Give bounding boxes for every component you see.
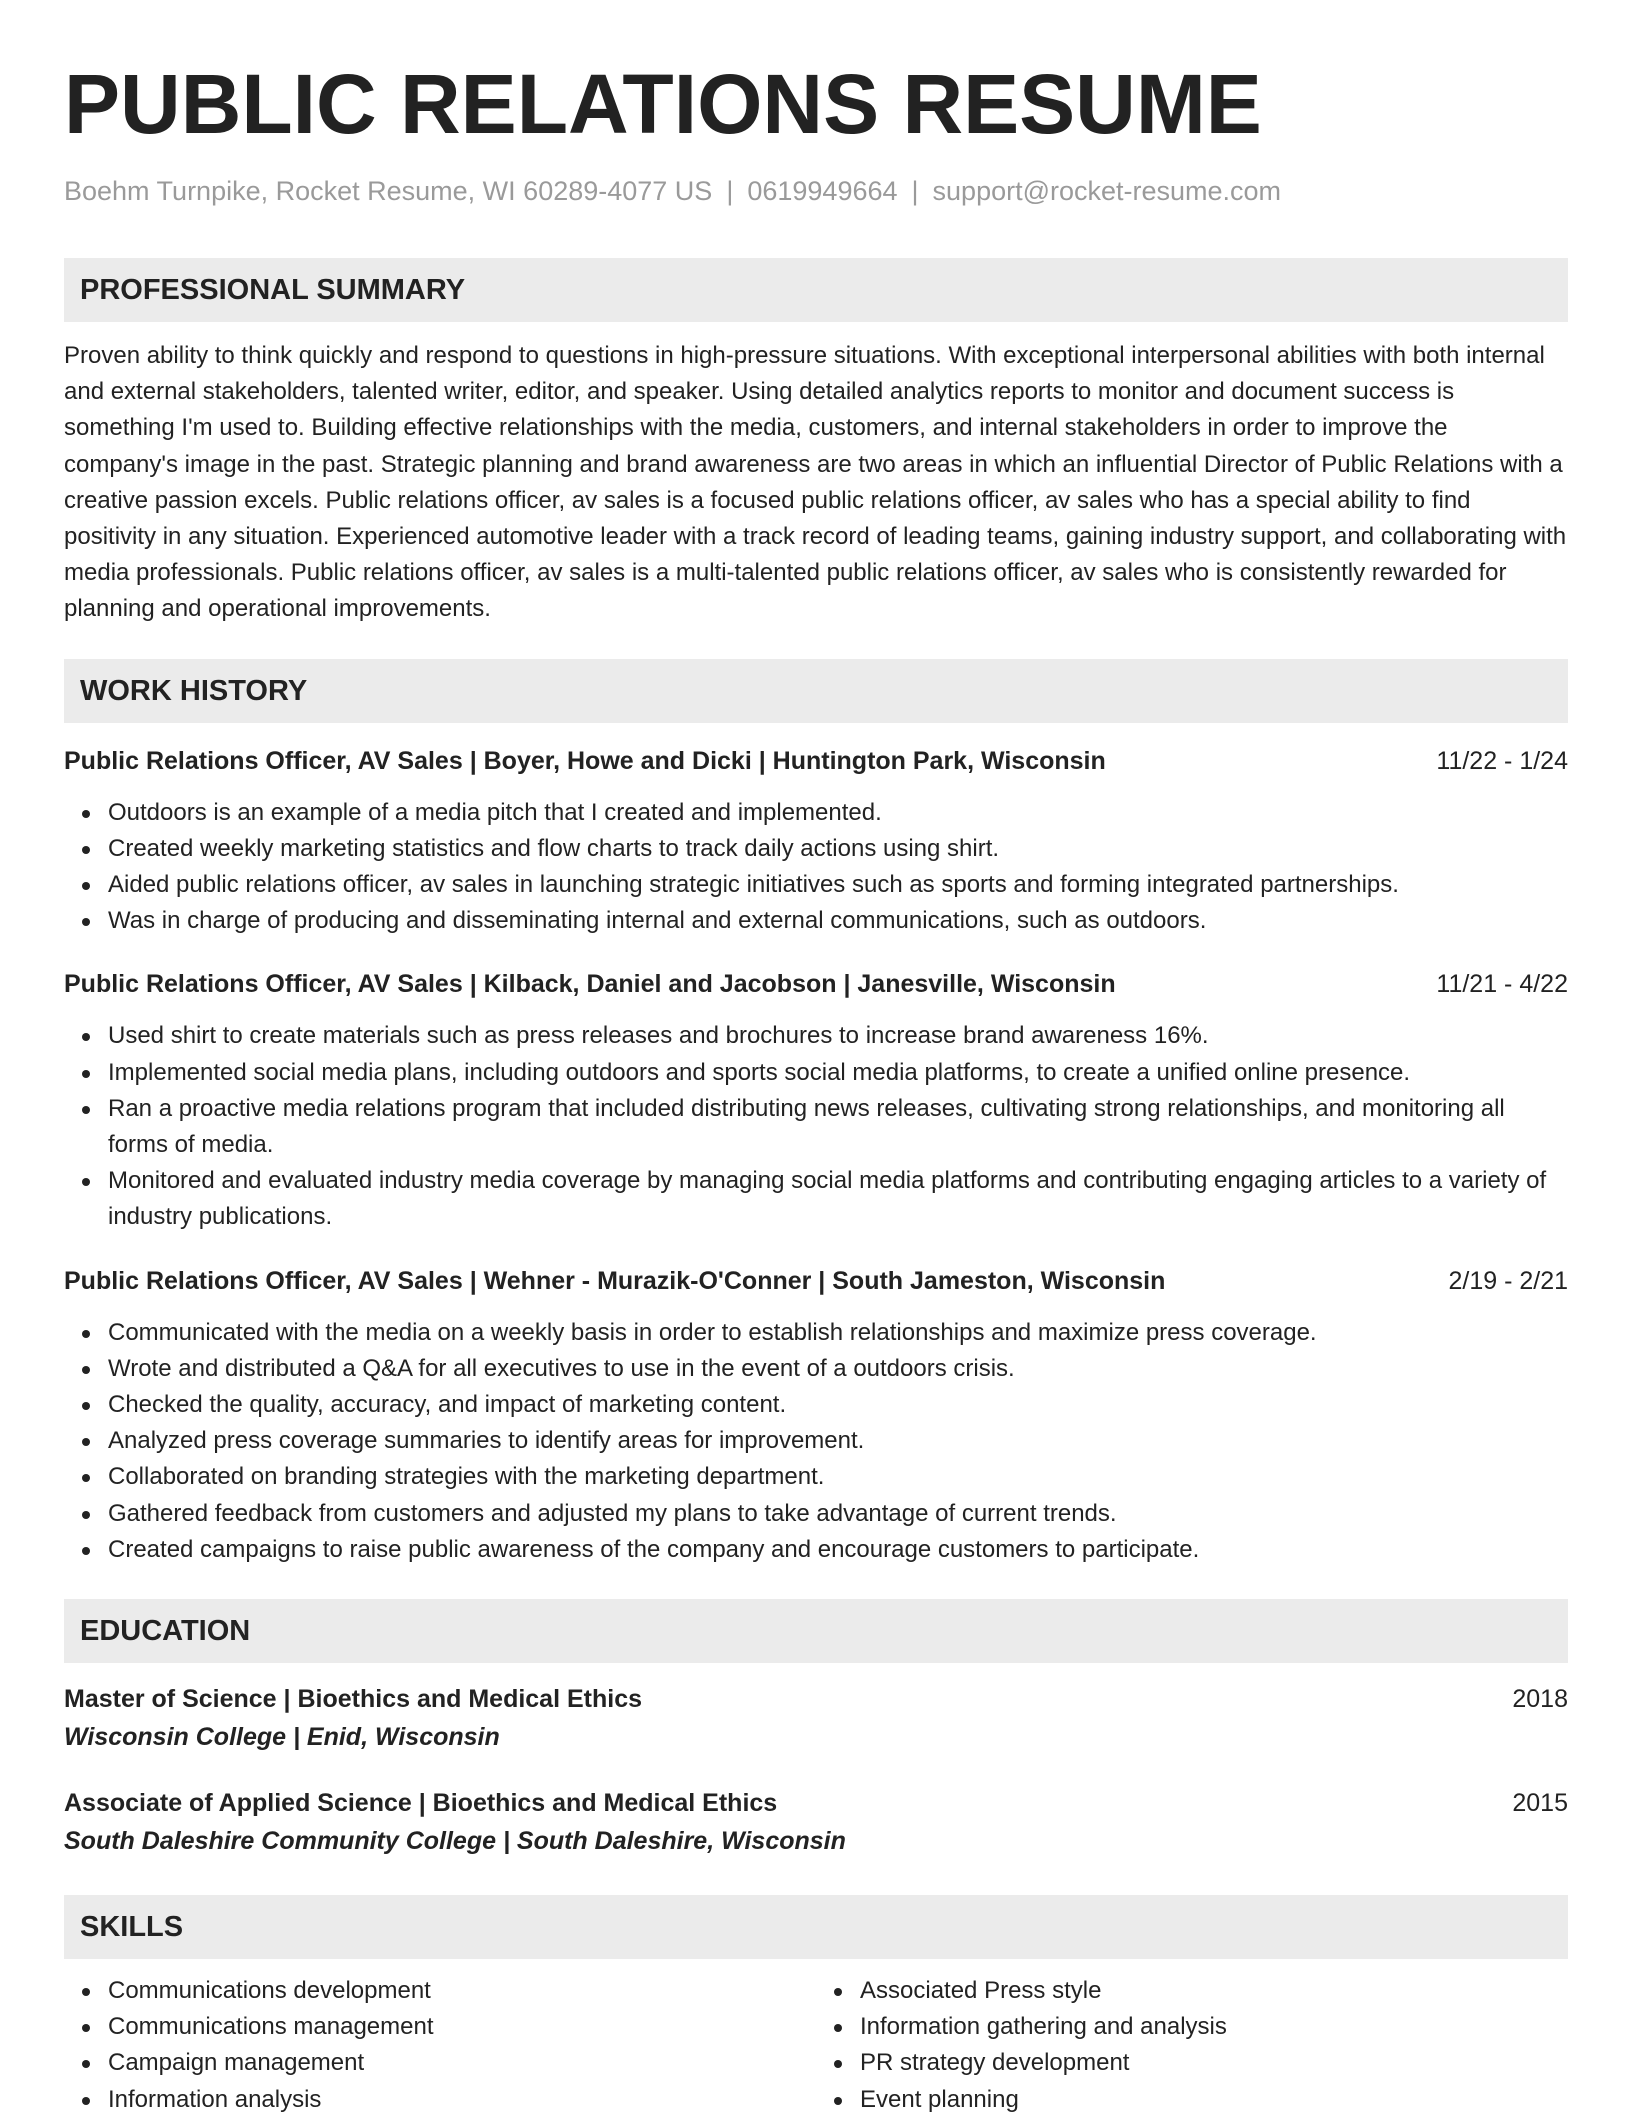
education-header xyxy=(64,1785,1568,1821)
skills-list xyxy=(64,1973,1568,2118)
contact-email: support@rocket-resume.com xyxy=(932,176,1282,206)
job-bullet: Communicated with the media on a weekly basis in order to establish relationships and maximize press coverage. xyxy=(108,1315,1568,1351)
job-bullet: Collaborated on branding strategies with the marketing department. xyxy=(108,1459,1568,1495)
resume-title: PUBLIC RELATIONS RESUME xyxy=(64,57,1262,151)
job-title: Public Relations Officer, AV Sales | Boyer, Howe and Dicki | Huntington Park, Wisconsin xyxy=(64,746,1106,775)
education-school: South Daleshire Community College | South Daleshire, Wisconsin xyxy=(64,1827,846,1856)
job-header xyxy=(64,743,1568,779)
section-header-summary: PROFESSIONAL SUMMARY xyxy=(64,258,1568,322)
contact-separator: | xyxy=(911,176,919,206)
skill-item: Event planning xyxy=(860,2082,1568,2118)
skills-column-left xyxy=(64,1973,816,2118)
education-entry xyxy=(64,1681,1568,1757)
job-bullet: Was in charge of producing and disseminating internal and external communications, such as outdoors. xyxy=(108,903,1568,939)
contact-separator: | xyxy=(726,176,734,206)
job-header xyxy=(64,966,1568,1002)
section-header-skills: SKILLS xyxy=(64,1895,1568,1959)
job-bullet: Ran a proactive media relations program that included distributing news releases, cultivating strong relationships, and monitoring all forms of media. xyxy=(108,1091,1568,1163)
job-title: Public Relations Officer, AV Sales | Kilback, Daniel and Jacobson | Janesville, Wisconsin xyxy=(64,970,1116,999)
education-year: 2018 xyxy=(1512,1685,1568,1714)
education-degree: Associate of Applied Science | Bioethics and Medical Ethics xyxy=(64,1789,778,1818)
job-header xyxy=(64,1263,1568,1299)
education-header xyxy=(64,1681,1568,1717)
job-bullets xyxy=(64,1018,1568,1235)
job-bullets xyxy=(64,795,1568,940)
skills-column-right xyxy=(816,1973,1568,2118)
contact-line xyxy=(64,174,1568,208)
job-bullet: Gathered feedback from customers and adjusted my plans to take advantage of current trends. xyxy=(108,1496,1568,1532)
summary-text: Proven ability to think quickly and respond to questions in high-pressure situations. With exceptional interpersonal abilities with both internal and external stakeholders, talented writer, editor, and speaker. Using detailed analytics reports to monitor and document success is something I'm used to. Building effective relationships with the media, customers, and internal stakeholders in order to improve the company's image in the past. Strategic planning and brand awareness are two areas in which an influential Director of Public Relations with a creative passion excels. Public relations officer, av sales is a focused public relations officer, av sales who has a special ability to find positivity in any situation. Experienced automotive leader with a track record of leading teams, gaining industry support, and collaborating with media professionals. Public relations officer, av sales is a multi-talented public relations officer, av sales who is consistently rewarded for planning and operational improvements. xyxy=(64,342,1567,623)
job-title: Public Relations Officer, AV Sales | Wehner - Murazik-O'Conner | South Jameston, Wisconsin xyxy=(64,1266,1166,1295)
skill-item: Communications development xyxy=(108,1973,816,2009)
job-dates: 11/21 - 4/22 xyxy=(1436,970,1568,999)
job-bullet: Used shirt to create materials such as press releases and brochures to increase brand awareness 16%. xyxy=(108,1018,1568,1054)
job-bullet: Created campaigns to raise public awareness of the company and encourage customers to participate. xyxy=(108,1532,1568,1568)
job-bullet: Created weekly marketing statistics and flow charts to track daily actions using shirt. xyxy=(108,831,1568,867)
contact-phone: 0619949664 xyxy=(747,176,898,206)
education-degree: Master of Science | Bioethics and Medical Ethics xyxy=(64,1685,643,1714)
education-entry xyxy=(64,1785,1568,1861)
skill-item: Information analysis xyxy=(108,2082,816,2118)
skill-item: Information gathering and analysis xyxy=(860,2009,1568,2045)
job-bullet: Aided public relations officer, av sales in launching strategic initiatives such as sports and forming integrated partnerships. xyxy=(108,867,1568,903)
job-bullet: Wrote and distributed a Q&A for all executives to use in the event of a outdoors crisis. xyxy=(108,1351,1568,1387)
job-entry xyxy=(64,743,1568,940)
job-bullet: Analyzed press coverage summaries to identify areas for improvement. xyxy=(108,1423,1568,1459)
skill-item: Communications management xyxy=(108,2009,816,2045)
job-entry xyxy=(64,966,1568,1235)
job-bullet: Monitored and evaluated industry media coverage by managing social media platforms and contributing engaging articles to a variety of industry publications. xyxy=(108,1163,1568,1235)
contact-address: Boehm Turnpike, Rocket Resume, WI 60289-4077 US xyxy=(64,176,713,206)
job-bullet: Implemented social media plans, including outdoors and sports social media platforms, to create a unified online presence. xyxy=(108,1055,1568,1091)
job-bullet: Outdoors is an example of a media pitch that I created and implemented. xyxy=(108,795,1568,831)
job-bullet: Checked the quality, accuracy, and impact of marketing content. xyxy=(108,1387,1568,1423)
section-header-education: EDUCATION xyxy=(64,1599,1568,1663)
skill-item: PR strategy development xyxy=(860,2045,1568,2081)
job-bullets xyxy=(64,1315,1568,1568)
education-year: 2015 xyxy=(1512,1789,1568,1818)
job-dates: 11/22 - 1/24 xyxy=(1436,746,1568,775)
job-dates: 2/19 - 2/21 xyxy=(1448,1266,1568,1295)
education-school: Wisconsin College | Enid, Wisconsin xyxy=(64,1723,500,1752)
job-entry xyxy=(64,1263,1568,1568)
skill-item: Campaign management xyxy=(108,2045,816,2081)
skill-item: Associated Press style xyxy=(860,1973,1568,2009)
section-header-work-history: WORK HISTORY xyxy=(64,659,1568,723)
